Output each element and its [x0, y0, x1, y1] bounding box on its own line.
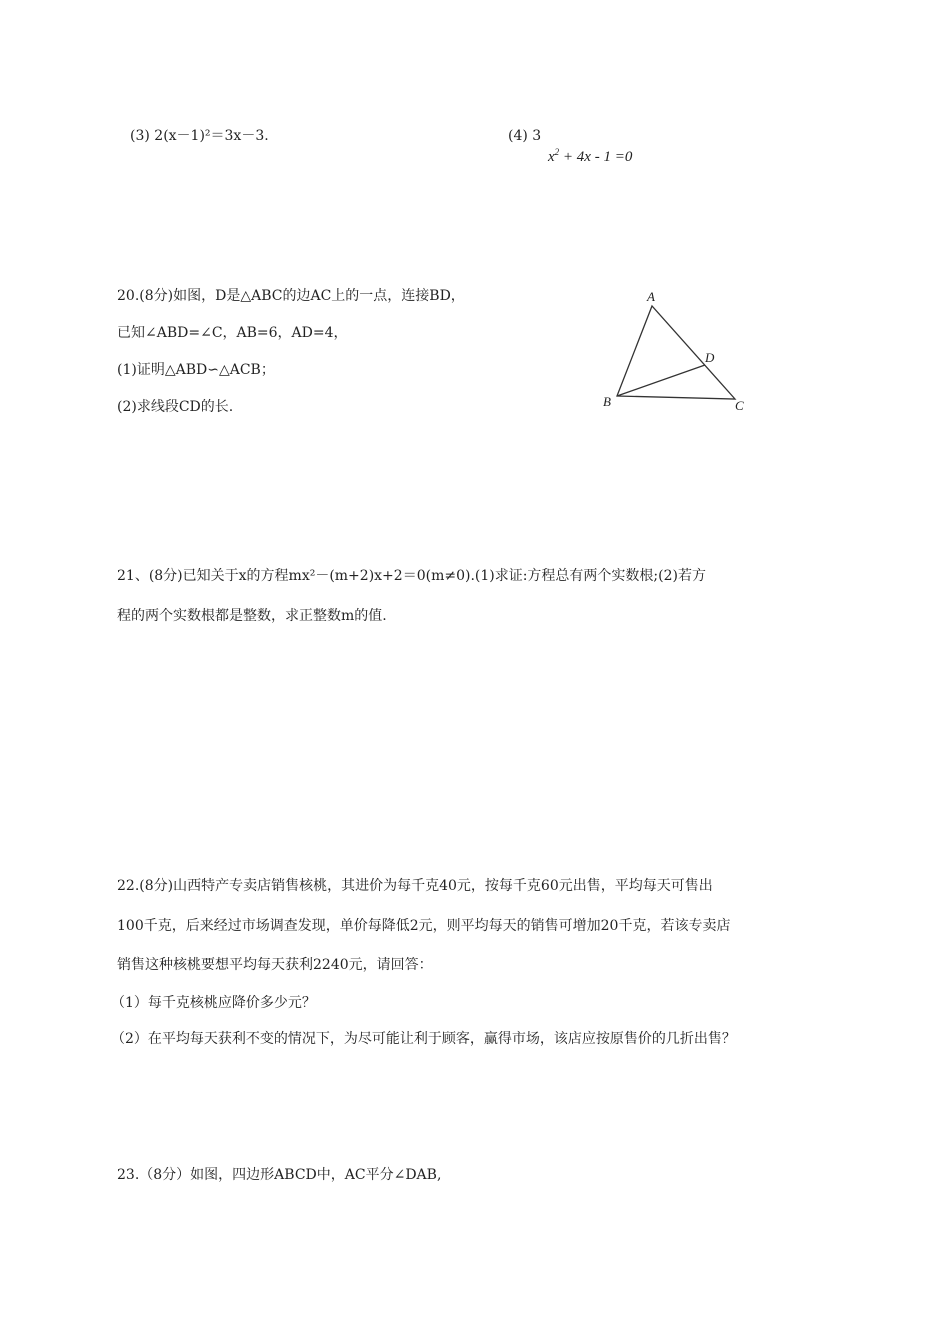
triangle-abc [617, 306, 735, 399]
vertex-label-c: C [735, 398, 744, 413]
vertex-label-a: A [647, 289, 655, 304]
problem-20-line-2: 已知∠ABD=∠C，AB=6，AD=4， [117, 325, 348, 341]
problem-22-line-2: 100千克，后来经过市场调查发现，单价每降低2元，则平均每天的销售可增加20千克，若该专卖店 [117, 918, 731, 934]
problem-20-line-4: (2)求线段CD的长. [117, 399, 234, 415]
equation-rest: + 4x - 1 =0 [559, 149, 633, 165]
segment-bd [617, 365, 705, 396]
point-label-d: D [705, 350, 715, 365]
problem-20-line-1: 20.(8分)如图，D是△ABC的边AC上的一点，连接BD， [117, 288, 465, 304]
problem-19-3: (3) 2(x－1)²＝3x－3. [130, 128, 269, 144]
problem-20-line-3: (1)证明△ABD∽△ACB； [117, 362, 275, 378]
vertex-label-b: B [603, 394, 611, 409]
problem-19-4-equation [548, 142, 632, 167]
problem-22-line-1: 22.(8分)山西特产专卖店销售核桃，其进价为每千克40元，按每千克60元出售，平均每天可售出 [117, 878, 713, 894]
problem-22-line-4: （1）每千克核桃应降价多少元？ [111, 995, 316, 1011]
triangle-figure [595, 288, 760, 416]
problem-21-line-1: 21、(8分)已知关于x的方程mx²－(m+2)x+2＝0(m≠0).(1)求证:方程总有两个实数根;(2)若方 [117, 568, 706, 584]
problem-22-line-3: 销售这种核桃要想平均每天获利2240元，请回答： [117, 957, 433, 973]
problem-21-line-2: 程的两个实数根都是整数，求正整数m的值. [117, 608, 387, 624]
equation-variable: x [548, 149, 555, 165]
problem-19-4-coefficient: 3 [532, 128, 542, 144]
problem-22-line-5: （2）在平均每天获利不变的情况下，为尽可能让利于顾客，赢得市场，该店应按原售价的几折出售？ [111, 1031, 736, 1047]
problem-19-4-label: (4) [508, 128, 528, 144]
equation-exponent: 2 [554, 147, 560, 157]
problem-19-4-number [508, 126, 541, 146]
problem-23-line-1: 23.（8分）如图，四边形ABCD中，AC平分∠DAB, [117, 1167, 442, 1183]
